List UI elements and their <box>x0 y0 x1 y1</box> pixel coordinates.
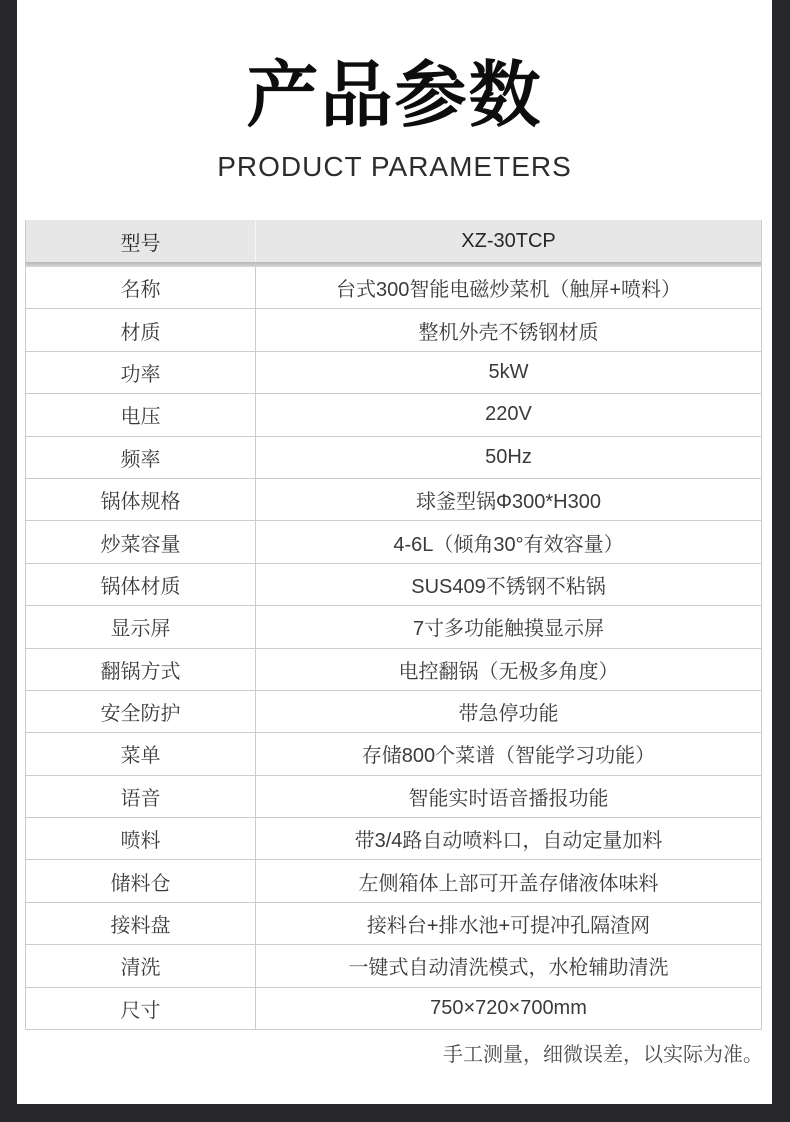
spec-label: 尺寸 <box>26 988 256 1029</box>
spec-value: 智能实时语音播报功能 <box>408 787 609 810</box>
spec-row <box>26 988 761 1030</box>
spec-value: 电控翻锅（无极多角度） <box>398 660 619 683</box>
spec-row <box>26 945 761 987</box>
spec-row <box>26 352 761 394</box>
spec-value: 接料台+排水池+可提冲孔隔渣网 <box>366 915 651 938</box>
spec-label: 名称 <box>26 267 256 308</box>
spec-row <box>26 776 761 818</box>
spec-table-body <box>26 267 761 1030</box>
spec-label: 接料盘 <box>26 903 256 944</box>
spec-value: 存储800个菜谱（智能学习功能） <box>361 745 656 768</box>
spec-label: 清洗 <box>26 945 256 986</box>
spec-table-header-row <box>26 220 761 262</box>
spec-label: 材质 <box>26 309 256 350</box>
spec-label: 频率 <box>26 437 256 478</box>
spec-label: 锅体规格 <box>26 479 256 520</box>
spec-row <box>26 691 761 733</box>
spec-label: 显示屏 <box>26 606 256 647</box>
spec-row <box>26 564 761 606</box>
spec-value: 一键式自动清洗模式，水枪辅助清洗 <box>348 957 669 980</box>
spec-value: 球釜型锅Φ300*H300 <box>416 491 601 514</box>
spec-value: SUS409不锈钢不粘锅 <box>411 575 606 598</box>
spec-row <box>26 733 761 775</box>
spec-row <box>26 521 761 563</box>
spec-value: 7寸多功能触摸显示屏 <box>412 618 605 641</box>
spec-label: 喷料 <box>26 818 256 859</box>
spec-row <box>26 437 761 479</box>
spec-label: 储料仓 <box>26 860 256 901</box>
spec-value: 带3/4路自动喷料口，自动定量加料 <box>354 830 663 853</box>
spec-value: 带急停功能 <box>458 703 559 726</box>
spec-label: 安全防护 <box>26 691 256 732</box>
spec-header-value: XZ-30TCP <box>461 229 556 252</box>
spec-label: 功率 <box>26 352 256 393</box>
spec-label: 电压 <box>26 394 256 435</box>
spec-label: 炒菜容量 <box>26 521 256 562</box>
spec-row <box>26 903 761 945</box>
spec-value: 台式300智能电磁炒菜机（触屏+喷料） <box>335 279 682 302</box>
spec-row <box>26 394 761 436</box>
spec-header-label: 型号 <box>26 220 256 262</box>
spec-label: 语音 <box>26 776 256 817</box>
spec-table <box>25 220 762 1030</box>
product-spec-card <box>17 0 772 1104</box>
spec-label: 锅体材质 <box>26 564 256 605</box>
spec-value: 4-6L（倾角30°有效容量） <box>393 533 624 556</box>
spec-value: 220V <box>485 403 532 426</box>
spec-label: 菜单 <box>26 733 256 774</box>
spec-label: 翻锅方式 <box>26 649 256 690</box>
spec-value: 整机外壳不锈钢材质 <box>418 321 599 344</box>
spec-value: 750×720×700mm <box>430 996 587 1019</box>
spec-row <box>26 818 761 860</box>
spec-row <box>26 860 761 902</box>
spec-value: 左侧箱体上部可开盖存储液体味料 <box>358 872 659 895</box>
spec-value: 5kW <box>488 360 529 383</box>
spec-row <box>26 479 761 521</box>
page-title: 产品参数 <box>246 56 543 136</box>
spec-value: 50Hz <box>485 445 532 468</box>
measurement-footnote: 手工测量，细微误差，以实际为准。 <box>443 1044 763 1066</box>
spec-row <box>26 606 761 648</box>
spec-row <box>26 267 761 309</box>
spec-row <box>26 309 761 351</box>
spec-row <box>26 649 761 691</box>
page-subtitle: PRODUCT PARAMETERS <box>217 151 572 182</box>
